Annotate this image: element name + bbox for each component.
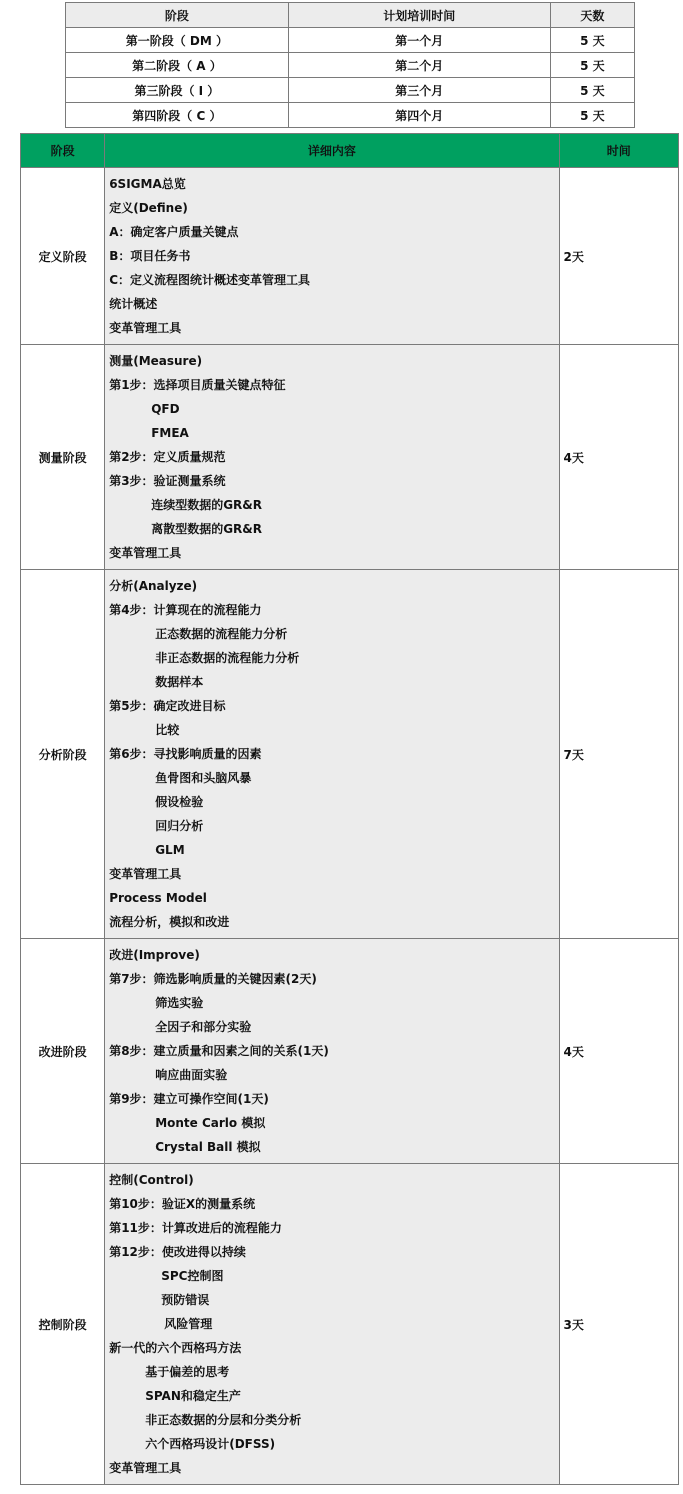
detail-line: 第12步：使改进得以持续	[109, 1245, 246, 1259]
schedule-row	[66, 28, 635, 53]
detail-line: A：确定客户质量关键点	[109, 225, 239, 239]
detail-line: 比较	[155, 723, 180, 737]
detail-line: C：定义流程图统计概述变革管理工具	[109, 273, 311, 287]
detail-line: 第7步：筛选影响质量的关键因素(2天)	[109, 972, 317, 986]
phase-stage-cell: 分析阶段	[21, 570, 105, 939]
schedule-month-cell: 第二个月	[288, 53, 550, 78]
detail-line: 第2步：定义质量规范	[109, 450, 226, 464]
detail-line: 第6步：寻找影响质量的因素	[109, 747, 262, 761]
detail-line: 变革管理工具	[109, 867, 182, 881]
detail-line: 第3步：验证测量系统	[109, 474, 226, 488]
detail-line: 第5步：确定改进目标	[109, 699, 226, 713]
phase-row	[21, 939, 679, 1164]
detail-line: FMEA	[151, 426, 189, 440]
detail-header-row	[21, 134, 679, 168]
phase-time-cell: 3天	[559, 1164, 678, 1485]
phase-detail-table	[20, 133, 679, 1485]
phase-detail-cell	[105, 939, 559, 1164]
detail-line: 基于偏差的思考	[145, 1365, 230, 1379]
phase-row	[21, 1164, 679, 1485]
phase-stage-cell: 改进阶段	[21, 939, 105, 1164]
detail-line: 全因子和部分实验	[155, 1020, 252, 1034]
detail-line: 非正态数据的流程能力分析	[155, 651, 300, 665]
phase-row	[21, 168, 679, 345]
phase-row	[21, 345, 679, 570]
detail-line: SPAN和稳定生产	[145, 1389, 241, 1403]
phase-detail-cell	[105, 168, 559, 345]
detail-line: 六个西格玛设计(DFSS)	[145, 1437, 276, 1451]
detail-line: 响应曲面实验	[155, 1068, 228, 1082]
schedule-row	[66, 103, 635, 128]
detail-line: 离散型数据的GR&R	[151, 522, 262, 536]
schedule-header-stage: 阶段	[66, 3, 289, 28]
schedule-days-cell: 5 天	[550, 78, 634, 103]
detail-line: 测量(Measure)	[109, 354, 203, 368]
phase-row	[21, 570, 679, 939]
phase-stage-cell: 测量阶段	[21, 345, 105, 570]
detail-line: 预防错误	[161, 1293, 210, 1307]
detail-line: SPC控制图	[161, 1269, 224, 1283]
detail-line: 变革管理工具	[109, 1461, 182, 1475]
detail-line: QFD	[151, 402, 180, 416]
detail-line: B：项目任务书	[109, 249, 191, 263]
detail-line: 数据样本	[155, 675, 204, 689]
phase-time-cell: 2天	[559, 168, 678, 345]
detail-line: 风险管理	[164, 1317, 213, 1331]
detail-line: 分析(Analyze)	[109, 579, 198, 593]
schedule-header-days: 天数	[550, 3, 634, 28]
schedule-days-cell: 5 天	[550, 28, 634, 53]
detail-body	[21, 168, 679, 1485]
training-schedule-table	[65, 2, 635, 128]
phase-time-cell: 4天	[559, 345, 678, 570]
schedule-stage-cell: 第三阶段（ I ）	[66, 78, 289, 103]
phase-time-cell: 7天	[559, 570, 678, 939]
schedule-header-plan-time: 计划培训时间	[288, 3, 550, 28]
detail-line: 统计概述	[109, 297, 158, 311]
detail-line: 变革管理工具	[109, 321, 182, 335]
detail-line: Monte Carlo 模拟	[155, 1116, 266, 1130]
detail-line: 假设检验	[155, 795, 204, 809]
schedule-stage-cell: 第四阶段（ C ）	[66, 103, 289, 128]
detail-line: 鱼骨图和头脑风暴	[155, 771, 252, 785]
schedule-days-cell: 5 天	[550, 103, 634, 128]
detail-line: 改进(Improve)	[109, 948, 200, 962]
detail-line: 第11步：计算改进后的流程能力	[109, 1221, 282, 1235]
detail-line: Process Model	[109, 891, 207, 905]
detail-line: 非正态数据的分层和分类分析	[145, 1413, 302, 1427]
detail-header-stage: 阶段	[21, 134, 105, 168]
detail-line: 变革管理工具	[109, 546, 182, 560]
detail-line: 控制(Control)	[109, 1173, 194, 1187]
schedule-days-cell: 5 天	[550, 53, 634, 78]
detail-line: 连续型数据的GR&R	[151, 498, 262, 512]
phase-detail-cell	[105, 570, 559, 939]
schedule-stage-cell: 第二阶段（ A ）	[66, 53, 289, 78]
detail-line: 第10步：验证X的测量系统	[109, 1197, 256, 1211]
detail-line: 定义(Define)	[109, 201, 188, 215]
schedule-month-cell: 第三个月	[288, 78, 550, 103]
detail-line: 第8步：建立质量和因素之间的关系(1天)	[109, 1044, 329, 1058]
schedule-row	[66, 78, 635, 103]
detail-line: 正态数据的流程能力分析	[155, 627, 288, 641]
detail-line: Crystal Ball 模拟	[155, 1140, 261, 1154]
detail-line: 流程分析，模拟和改进	[109, 915, 230, 929]
schedule-month-cell: 第四个月	[288, 103, 550, 128]
schedule-row	[66, 53, 635, 78]
detail-line: 6SIGMA总览	[109, 177, 186, 191]
detail-line: 第9步：建立可操作空间(1天)	[109, 1092, 269, 1106]
detail-header-content: 详细内容	[105, 134, 559, 168]
phase-detail-cell	[105, 345, 559, 570]
phase-time-cell: 4天	[559, 939, 678, 1164]
phase-stage-cell: 控制阶段	[21, 1164, 105, 1485]
detail-line: 回归分析	[155, 819, 204, 833]
schedule-stage-cell: 第一阶段（ DM ）	[66, 28, 289, 53]
schedule-month-cell: 第一个月	[288, 28, 550, 53]
schedule-header-row	[66, 3, 635, 28]
detail-line: 筛选实验	[155, 996, 204, 1010]
detail-line: 第4步：计算现在的流程能力	[109, 603, 262, 617]
detail-line: GLM	[155, 843, 185, 857]
phase-detail-cell	[105, 1164, 559, 1485]
detail-line: 新一代的六个西格玛方法	[109, 1341, 242, 1355]
detail-header-time: 时间	[559, 134, 678, 168]
phase-stage-cell: 定义阶段	[21, 168, 105, 345]
detail-line: 第1步：选择项目质量关键点特征	[109, 378, 286, 392]
